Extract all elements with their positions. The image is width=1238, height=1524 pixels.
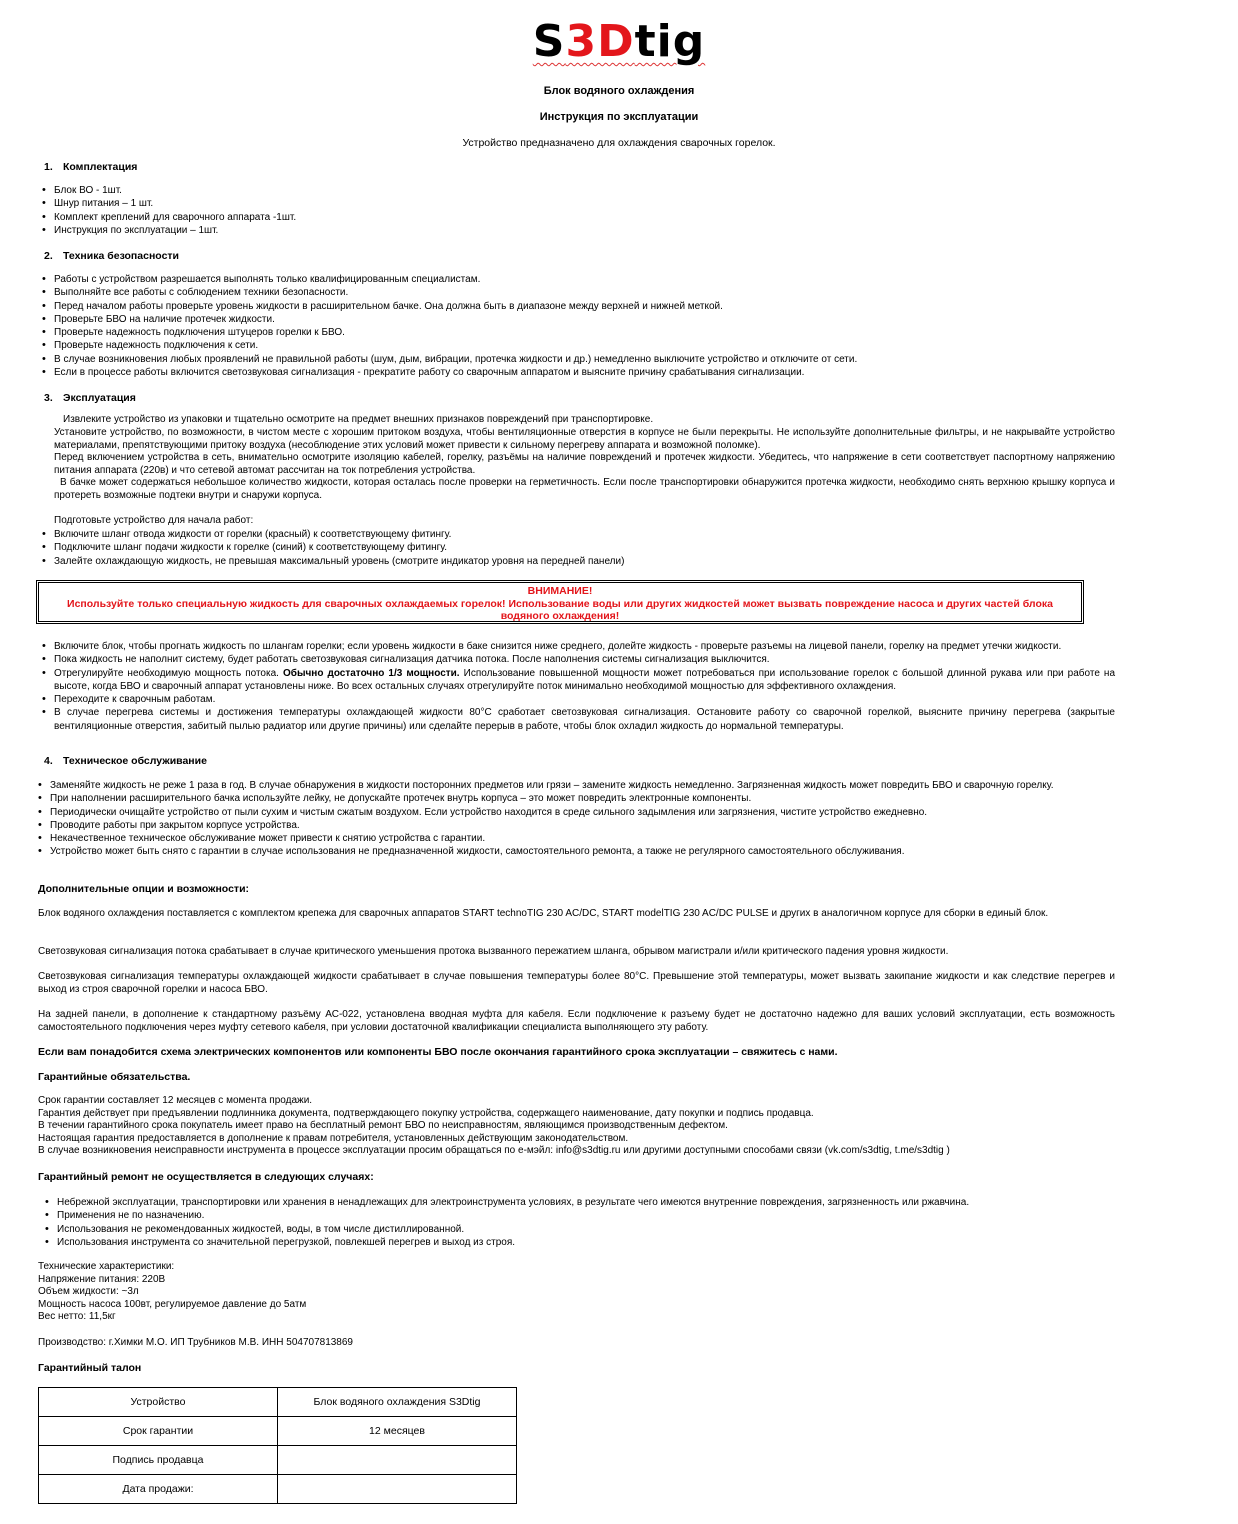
specs [38,1261,306,1324]
list-item: • Использования не рекомендованных жидкостей, воды, в том числе дистиллированной. [43,1223,969,1236]
coupon-heading: Гарантийный талон [38,1362,142,1374]
contact-note: Если вам понадобится схема электрических компонентов или компоненты БВО после окончания гарантийного срока эксплуатации – свяжитесь с нами. [38,1046,838,1058]
section-heading: 2. Техника безопасности [44,250,180,262]
list-item: • Инструкция по эксплуатации – 1шт. [40,224,296,237]
maintenance-list [36,779,1115,859]
list-item: • Переходите к сварочным работам. [40,693,1115,706]
list-item: • Устройство может быть снято с гарантии в случае использования не предназначенной жидкости, самостоятельного ремонта, а также не регулярного самостоятельного обслуживания. [36,845,1115,858]
table-cell: Подпись продавца [39,1446,278,1475]
warranty-line: В течении гарантийного срока покупатель имеет право на бесплатный ремонт БВО по неисправностям, являющимся производственным дефектом. [38,1120,728,1132]
list-item: • Небрежной эксплуатации, транспортировки или хранения в ненадлежащих для электроинструмента условиях, в результате чего имеются внутренние повреждения, загрязненность или ржавчина. [43,1196,969,1209]
table-cell: Устройство [39,1388,278,1417]
warranty-coupon-table [38,1387,517,1504]
doc-purpose: Устройство предназначено для охлаждения сварочных горелок. [462,137,776,149]
list-item: • Проверьте надежность подключения к сети. [40,339,857,352]
list-item: • Залейте охлаждающую жидкость, не превышая максимальный уровень (смотрите индикатор уровня на передней панели) [40,555,624,568]
list-item: • Комплект креплений для сварочного аппарата -1шт. [40,211,296,224]
list-item: • Блок ВО - 1шт. [40,184,296,197]
sale-date-cell [278,1475,517,1504]
usage-paragraph: Установите устройство, по возможности, в чистом месте с хорошим притоком воздуха, чтобы вентиляционные отверстия в корпусе не были перекрыты. Не используйте дополнительные фильтры, и не накрывайте устройство материалами, препятствующими притоку воздуха (несоблюдение этих условий может привести к сильному перегреву аппарата и возможной поломке). [54,427,1115,451]
operation-list [40,640,1115,733]
warranty-text [38,1095,950,1158]
table-row [39,1417,517,1446]
warning-text: Используйте только специальную жидкость для сварочных охлаждаемых горелок! Использование воды или других жидкостей может вызвать повреждение насоса и других частей блока водяного охлаждения! [67,597,1053,622]
list-item: • Работы с устройством разрешается выполнять только квалифицированным специалистам. [40,273,857,286]
list-item: • Включите шланг отвода жидкости от горелки (красный) к соответствующему фитингу. [40,528,624,541]
kit-list [40,184,296,237]
table-cell: Блок водяного охлаждения S3Dtig [278,1388,517,1417]
safety-list [40,273,857,379]
extra-paragraph: На задней панели, в дополнение к стандартному разъёму АС-022, установлена вводная муфта для кабеля. Если подключение к разъему будет не достаточно надежно для ваших условий эксплуатации, есть возможность самостоятельного подключения через муфту сетевого кабеля, при условии достаточной квалификации специалиста выполняющего эту работу. [38,1009,1115,1033]
spec-line: Объем жидкости: ~3л [38,1286,139,1298]
warranty-line: Настоящая гарантия предоставляется в дополнение к правам потребителя, установленных действующим законодательством. [38,1132,629,1144]
prep-list [40,528,624,568]
table-row [39,1446,517,1475]
list-item: • Использования инструмента со значительной перегрузкой, повлекшей перегрев и выход из строя. [43,1236,969,1249]
section-heading: 1. Комплектация [44,161,138,173]
list-item: • Периодически очищайте устройство от пыли сухим и чистым сжатым воздухом. Если устройство находится в среде сильного задымления или загрязнения, чистите устройство ежедневно. [36,806,1115,819]
list-item: • Если в процессе работы включится светозвуковая сигнализация - прекратите работу со сварочным аппаратом и выясните причину срабатывания сигнализации. [40,366,857,379]
list-item: • Пока жидкость не наполнит систему, будет работать светозвуковая сигнализация датчика потока. После наполнения системы сигнализация выключится. [40,653,1115,666]
extra-paragraph: Светозвуковая сигнализация температуры охлаждающей жидкости срабатывает в случае повышения температуры более 80°С. Превышение этой температуры, может вызвать закипание жидкости и как следствие перегрев и выход из строя сварочной горелки и насоса БВО. [38,971,1115,995]
table-row [39,1475,517,1504]
list-item: • Некачественное техническое обслуживание может привести к снятию устройства с гарантии. [36,832,1115,845]
warranty-line: Срок гарантии составляет 12 месяцев с момента продажи. [38,1095,313,1106]
list-item: • Проверьте БВО на наличие протечек жидкости. [40,313,857,326]
list-item: • В случае перегрева системы и достижения температуры охлаждающей жидкости 80°С сработает светозвуковая сигнализация. Остановите работу со сварочной горелкой, выясните причину перегрева (закрытые вентиляционные отверстия, забитый пылью радиатор или другие причины) или сделайте перерыв в работе, чтобы блок охладил жидкость до нормальной температуры. [40,706,1115,733]
list-item: • Шнур питания – 1 шт. [40,197,296,210]
table-cell: 12 месяцев [278,1417,517,1446]
usage-paragraph: Извлеките устройство из упаковки и тщательно осмотрите на предмет внешних признаков повреждений при транспортировке. [63,414,654,425]
doc-title: Блок водяного охлаждения [543,85,695,97]
doc-subtitle: Инструкция по эксплуатации [539,111,699,123]
list-item: • Применения не по назначению. [43,1209,969,1222]
list-item: • Проводите работы при закрытом корпусе устройства. [36,819,1115,832]
usage-paragraph: Перед включением устройства в сеть, внимательно осмотрите изоляцию кабелей, горелку, разъёмы на наличие повреждений и протечек жидкости. Убедитесь, что напряжение в сети соответствует паспортному напряжению питания аппарата (220в) и что сетевой автомат рассчитан на ток потребления устройства. [54,452,1115,476]
list-item: • В случае возникновения любых проявлений не правильной работы (шум, дым, вибрации, протечка жидкости и др.) немедленно выключите устройство и отключите от сети. [40,353,857,366]
brand-logo: S3Dtig [532,16,706,67]
section-heading: 3. Эксплуатация [44,392,136,404]
no-repair-list [43,1196,969,1249]
warning-title: ВНИМАНИЕ! [527,585,593,597]
table-row [39,1388,517,1417]
spec-line: Технические характеристики: [38,1261,175,1272]
warranty-heading: Гарантийные обязательства. [38,1071,191,1083]
list-item: • Отрегулируйте необходимую мощность потока. Обычно достаточно 1/3 мощности. Использование повышенной мощности может потребоваться при использование горелок с большой длинной рукава или при работе на высоте, когда БВО и сварочный аппарат установлены ниже. Во всех остальных случаях отрегулируйте поток минимально необходимой мощностью для эффективного охлаждения. [40,667,1115,694]
list-item: • Заменяйте жидкость не реже 1 раза в год. В случае обнаружения в жидкости посторонних предметов или грязи – замените жидкость немедленно. Загрязненная жидкость может повредить БВО и сварочную горелку. [36,779,1115,792]
spec-line: Мощность насоса 100вт, регулируемое давление до 5атм [38,1298,307,1310]
list-item: • При наполнении расширительного бачка используйте лейку, не допускайте протечек внутрь корпуса – это может повредить электронные компоненты. [36,792,1115,805]
warranty-line: В случае возникновения неисправности инструмента в процессе эксплуатации просим обращаться по e-мэйл: info@s3dtig.ru или другими доступными способами связи (vk.com/s3dtig, t.me/s3dtig ) [38,1145,950,1157]
list-item: • Включите блок, чтобы прогнать жидкость по шлангам горелки; если уровень жидкости в баке снизится ниже среднего, долейте жидкость - проверьте разъемы на лицевой панели, горелку на предмет утечки жидкости. [40,640,1115,653]
usage-paragraph: В бачке может содержаться небольшое количество жидкости, которая осталась после проверки на герметичность. Если после транспортировки обнаружится протечка жидкости, необходимо снять верхнюю крышку корпуса и протереть возможные подтеки внутри и снаружи корпуса. [54,477,1115,501]
signature-cell [278,1446,517,1475]
usage-paragraph: Подготовьте устройство для начала работ: [54,515,254,526]
warning-box [36,580,1084,624]
spec-line: Вес нетто: 11,5кг [38,1311,116,1323]
warranty-line: Гарантия действует при предъявлении подлинника документа, подтверждающего покупку устройства, содержащего наименование, дату покупки и подпись продавца. [38,1107,814,1119]
extra-paragraph: Светозвуковая сигнализация потока срабатывает в случае критического уменьшения протока вызванного пережатием шланга, обрывом магистрали и/или критического падения уровня жидкости. [38,946,949,957]
list-item: • Проверьте надежность подключения штуцеров горелки к БВО. [40,326,857,339]
extra-heading: Дополнительные опции и возможности: [38,883,250,895]
list-item: • Подключите шланг подачи жидкости к горелке (синий) к соответствующему фитингу. [40,541,624,554]
no-repair-heading: Гарантийный ремонт не осуществляется в следующих случаях: [38,1171,374,1183]
manufacturer: Производство: г.Химки М.О. ИП Трубников М.В. ИНН 504707813869 [38,1337,353,1348]
table-cell: Срок гарантии [39,1417,278,1446]
list-item: • Выполняйте все работы с соблюдением техники безопасности. [40,286,857,299]
list-item: • Перед началом работы проверьте уровень жидкости в расширительном бачке. Она должна быть в диапазоне между верхней и нижней меткой. [40,300,857,313]
spec-line: Напряжение питания: 220В [38,1273,166,1285]
section-heading: 4. Техническое обслуживание [44,755,207,767]
extra-paragraph: Блок водяного охлаждения поставляется с комплектом крепежа для сварочных аппаратов START technoTIG 230 AC/DC, START modelTIG 230 AC/DC PULSE и других в аналогичном корпусе для сборки в единый блок. [38,908,1049,919]
table-cell: Дата продажи: [39,1475,278,1504]
